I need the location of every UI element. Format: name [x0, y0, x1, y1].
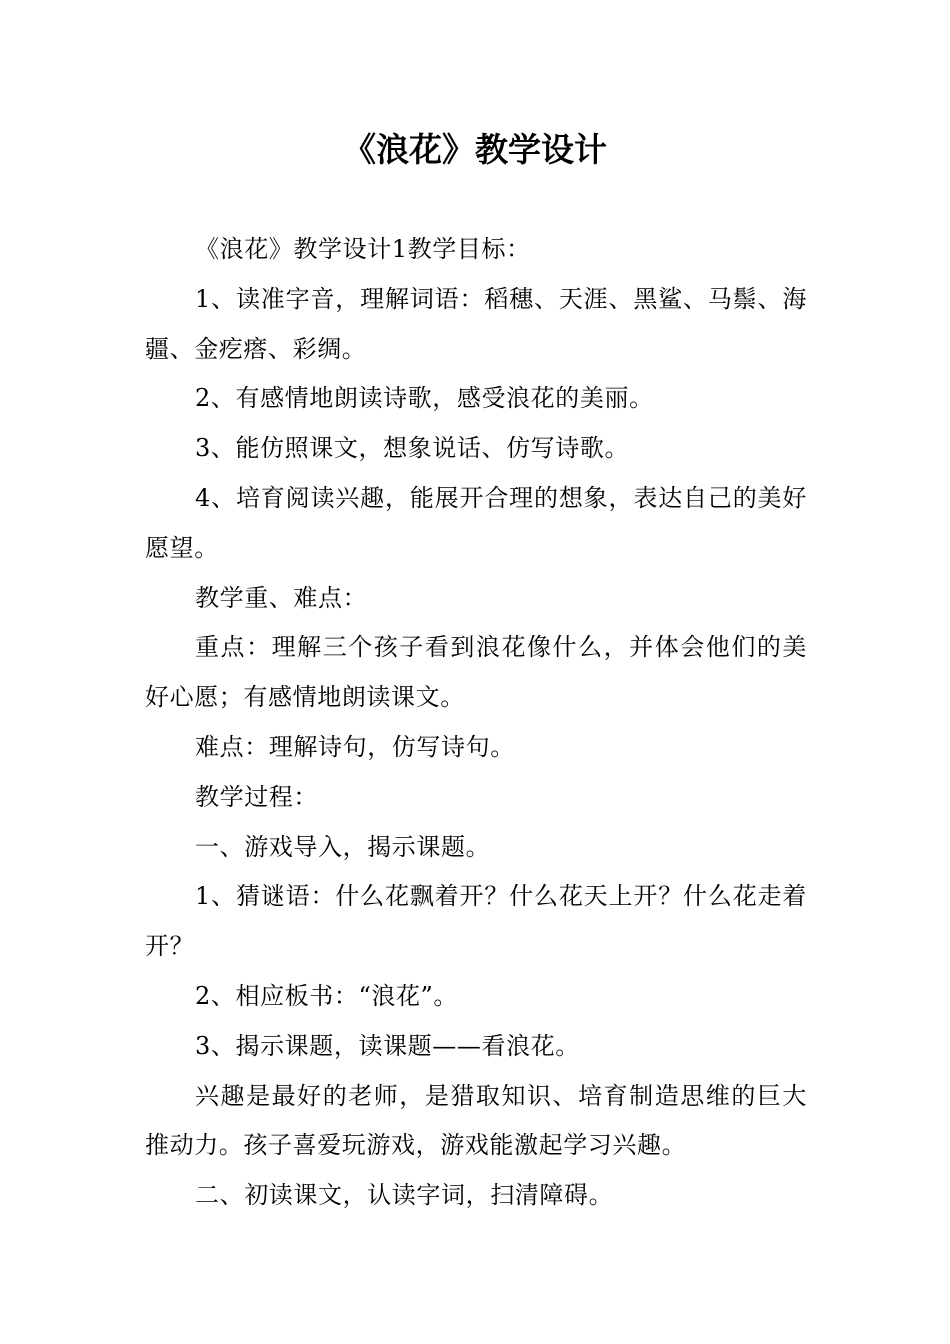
paragraph: 1、猜谜语：什么花飘着开？什么花天上开？什么花走着开？	[145, 882, 807, 961]
paragraph: 一、游戏导入，揭示课题。	[195, 832, 491, 861]
paragraph: 难点：理解诗句，仿写诗句。	[195, 732, 515, 761]
paragraph: 4、培育阅读兴趣，能展开合理的想象，表达自己的美好愿望。	[145, 483, 807, 562]
document-body	[145, 225, 807, 1221]
paragraph: 3、能仿照课文，想象说话、仿写诗歌。	[195, 434, 630, 463]
paragraph: 《浪花》教学设计1教学目标：	[195, 235, 531, 263]
paragraph: 教学过程：	[195, 782, 318, 811]
paragraph: 1、读准字音，理解词语：稻穗、天涯、黑鲨、马鬃、海疆、金疙瘩、彩绸。	[145, 284, 807, 363]
paragraph: 2、相应板书：“浪花”。	[195, 981, 459, 1010]
paragraph: 兴趣是最好的老师，是猎取知识、培育制造思维的巨大推动力。孩子喜爱玩游戏，游戏能激起学习兴趣。	[145, 1081, 807, 1160]
paragraph: 重点：理解三个孩子看到浪花像什么，并体会他们的美好心愿；有感情地朗读课文。	[145, 633, 807, 712]
paragraph: 3、揭示课题，读课题——看浪花。	[195, 1031, 580, 1060]
document-title: 《浪花》教学设计	[343, 130, 607, 169]
paragraph: 二、初读课文，认读字词，扫清障碍。	[195, 1181, 614, 1210]
paragraph: 教学重、难点：	[195, 583, 368, 612]
paragraph: 2、有感情地朗读诗歌，感受浪花的美丽。	[195, 384, 654, 413]
